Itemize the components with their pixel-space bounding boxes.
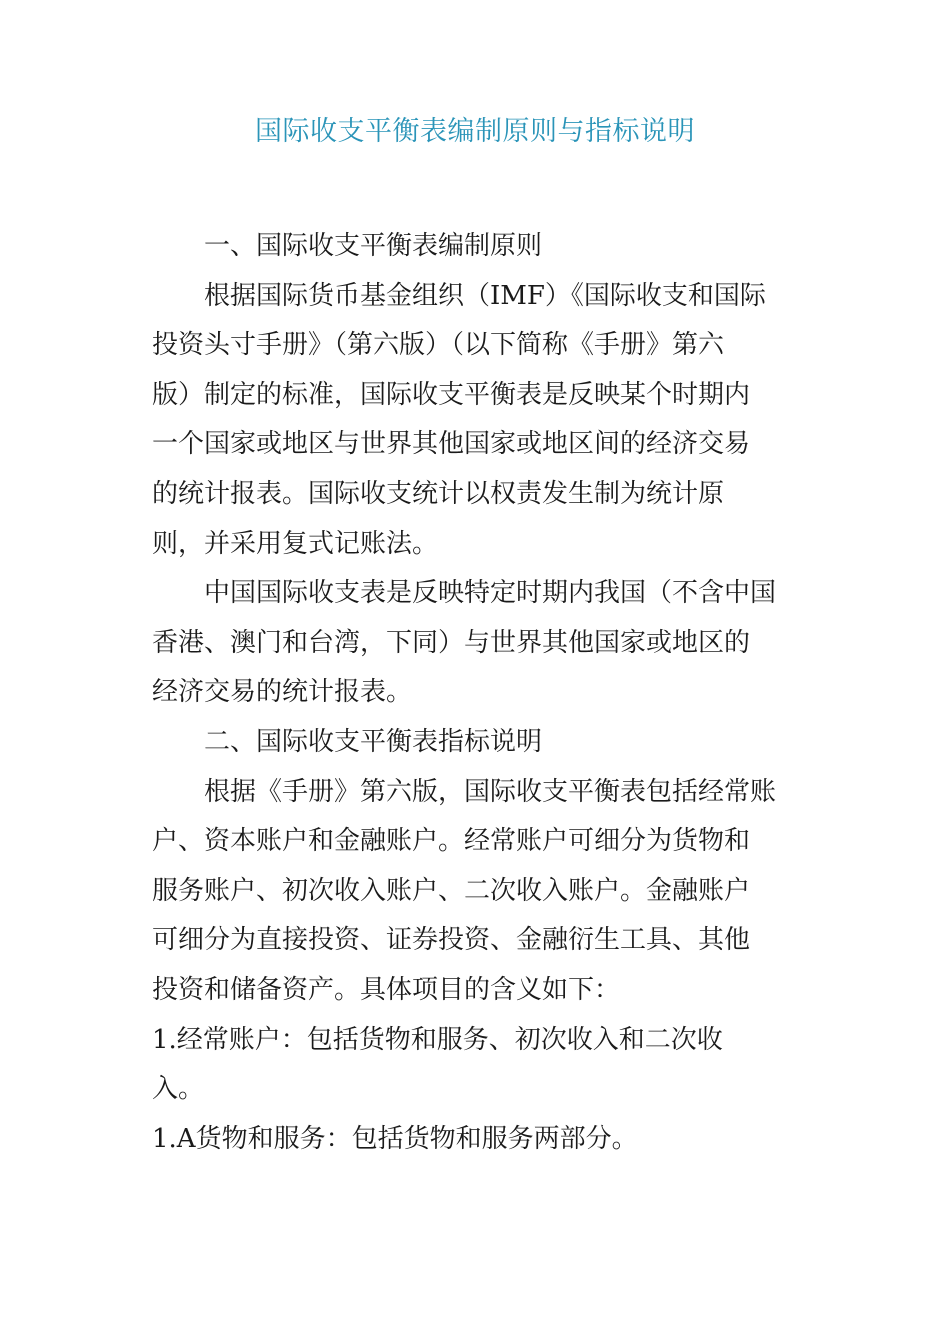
text-line: 中国国际收支表是反映特定时期内我国（不含中国	[204, 578, 777, 609]
text-line: 投资和储备资产。具体项目的含义如下：	[152, 974, 621, 1005]
text-line: 则，并采用复式记账法。	[152, 528, 439, 559]
document-body	[152, 222, 802, 1164]
text-line: 版）制定的标准，国际收支平衡表是反映某个时期内	[152, 379, 751, 410]
text-line: 一、国际收支平衡表编制原则	[204, 231, 543, 261]
text-line: 一个国家或地区与世界其他国家或地区间的经济交易	[152, 429, 751, 460]
text-line: 入。	[152, 1074, 205, 1105]
text-line: 经济交易的统计报表。	[152, 677, 413, 708]
text-line: 二、国际收支平衡表指标说明	[204, 726, 543, 757]
text-line: 根据国际货币基金组织（IMF）《国际收支和国际	[204, 280, 766, 311]
text-line: 投资头寸手册》（第六版）（以下简称《手册》第六	[152, 330, 725, 361]
text-line: 香港、澳门和台湾，下同）与世界其他国家或地区的	[152, 627, 751, 658]
text-line: 根据《手册》第六版，国际收支平衡表包括经常账	[204, 776, 777, 807]
text-line: 户、资本账户和金融账户。经常账户可细分为货物和	[152, 826, 751, 857]
text-line: 1.A货物和服务：包括货物和服务两部分。	[152, 1123, 638, 1154]
document-title: 国际收支平衡表编制原则与指标说明	[255, 116, 695, 147]
text-line: 可细分为直接投资、证券投资、金融衍生工具、其他	[152, 925, 751, 956]
text-line: 服务账户、初次收入账户、二次收入账户。金融账户	[152, 875, 751, 906]
text-line: 1.经常账户：包括货物和服务、初次收入和二次收	[152, 1024, 723, 1055]
text-line: 的统计报表。国际收支统计以权责发生制为统计原	[152, 478, 725, 509]
